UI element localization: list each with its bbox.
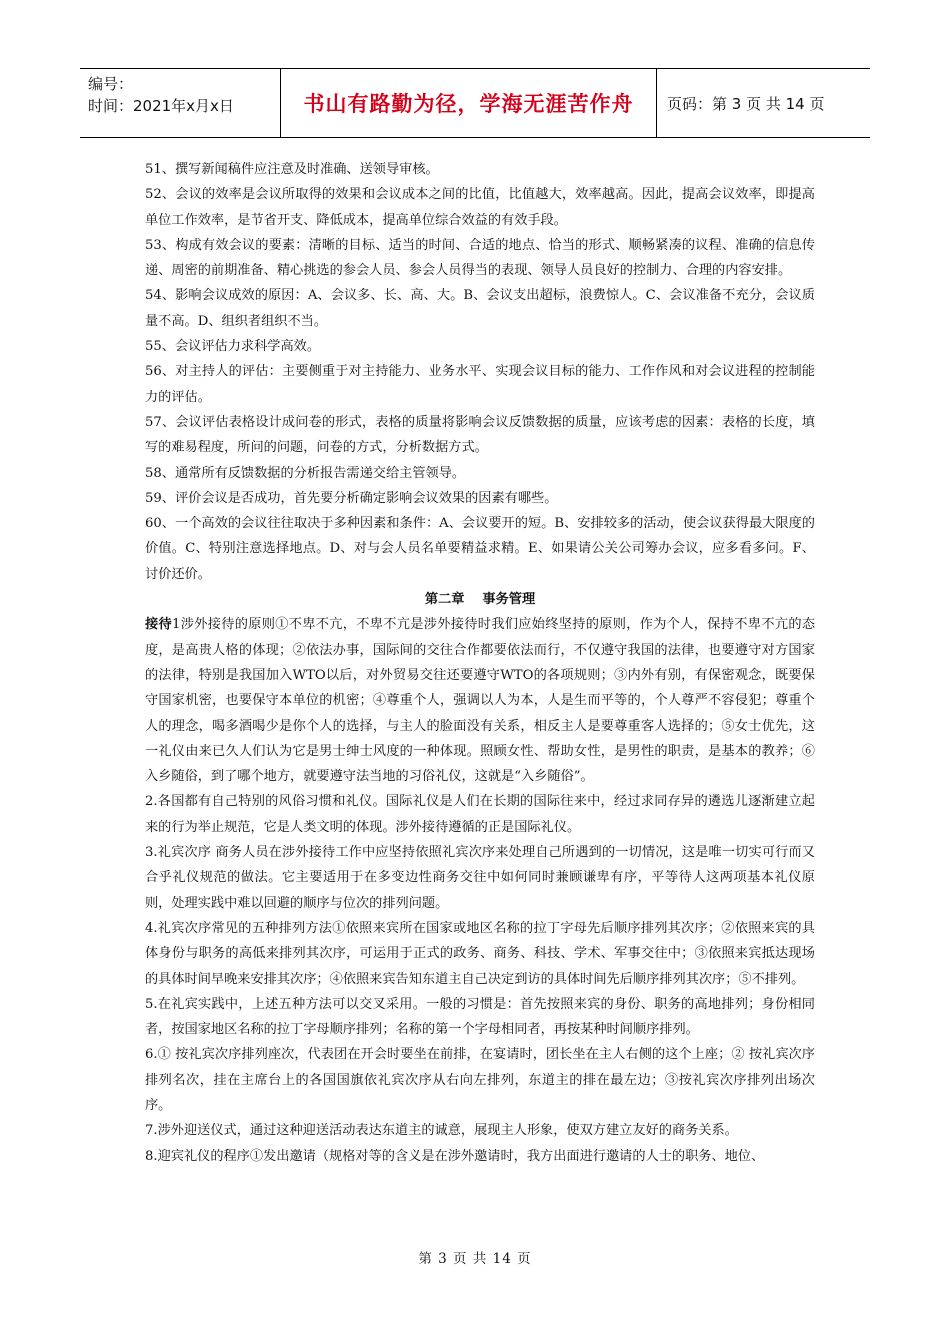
item-7: 7.涉外迎送仪式，通过这种迎送活动表达东道主的诚意，展现主人形象，使双方建立友好的商务关系。: [145, 1123, 738, 1139]
time-label: 时间：2021年x月x日: [88, 97, 234, 115]
section-lead: 接待: [145, 617, 173, 633]
document-body: [145, 157, 815, 1169]
number-label: 编号：: [88, 75, 134, 93]
page-footer: 第 3 页 共 14 页: [418, 1251, 532, 1267]
paragraph-55: 55、会议评估力求科学高效。: [145, 339, 321, 355]
item-6: 6.① 按礼宾次序排列座次，代表团在开会时要坐在前排，在宴请时，团长坐在主人右侧的这个上座；② 按礼宾次序排列名次，挂在主席台上的各国国旗依礼宾次序从右向左排列，东道主的排在最左边；③按礼宾次序排列出场次序。: [145, 1047, 815, 1113]
header-page-info: 页码：第 3 页 共 14 页: [667, 94, 825, 113]
header-motto: 书山有路勤为径，学海无涯苦作舟: [280, 69, 657, 137]
section-intro: [145, 612, 815, 789]
chapter-number: 第二章: [424, 592, 465, 608]
paragraph-54: 54、影响会议成效的原因：A、会议多、长、高、大。B、会议支出超标，浪费惊人。C、会议准备不充分，会议质量不高。D、组织者组织不当。: [145, 288, 815, 329]
paragraph-51: 51、撰写新闻稿件应注意及时准确、送领导审核。: [145, 162, 439, 177]
chapter-title: 事务管理: [482, 592, 536, 608]
paragraph-60: 60、一个高效的会议往往取决于多种因素和条件：A、会议要开的短。B、安排较多的活动，使会议获得最大限度的价值。C、特别注意选择地点。D、对与会人员名单要精益求精。E、如果请公关公司筹办会议，应多看多问。F、讨价还价。: [145, 516, 815, 582]
page-header: [80, 68, 870, 138]
paragraph-57: 57、会议评估表格设计成问卷的形式，表格的质量将影响会议反馈数据的质量，应该考虑的因素：表格的长度，填写的难易程度，所问的问题，问卷的方式，分析数据方式。: [145, 414, 815, 456]
item-2: 2.各国都有自己特别的风俗习惯和礼仪。国际礼仪是人们在长期的国际往来中，经过求同存异的遴选儿逐渐建立起来的行为举止规范，它是人类文明的体现。涉外接待遵循的正是国际礼仪。: [145, 794, 815, 835]
paragraph-52: 52、会议的效率是会议所取得的效果和会议成本之间的比值，比值越大，效率越高。因此，提高会议效率，即提高单位工作效率，是节省开支、降低成本，提高单位综合效益的有效手段。: [145, 187, 815, 228]
item-3: 3.礼宾次序 商务人员在涉外接待工作中应坚持依照礼宾次序来处理自己所遇到的一切情况，这是唯一切实可行而又合乎礼仪规范的做法。它主要适用于在多变边性商务交往中如何同时兼顾谦卑有序，平等待人这两项基本礼仪原则，处理实践中难以回避的顺序与位次的排列问题。: [145, 845, 815, 911]
paragraph-59: 59、评价会议是否成功，首先要分析确定影响会议效果的因素有哪些。: [145, 490, 558, 506]
paragraph-58: 58、通常所有反馈数据的分析报告需递交给主管领导。: [145, 465, 466, 481]
item-8: 8.迎宾礼仪的程序①发出邀请（规格对等的含义是在涉外邀请时，我方出面进行邀请的人士的职务、地位、: [145, 1148, 765, 1164]
paragraph-53: 53、构成有效会议的要素：清晰的目标、适当的时间、合适的地点、恰当的形式、顺畅紧凑的议程、准确的信息传递、周密的前期准备、精心挑选的参会人员、参会人员得当的表现、领导人员良好的控制力、合理的内容安排。: [145, 237, 815, 279]
item-4: 4.礼宾次序常见的五种排列方法①依照来宾所在国家或地区名称的拉丁字母先后顺序排列其次序；②依照来宾的具体身份与职务的高低来排列其次序，可运用于正式的政务、商务、科技、学术、军事交往中；③依照来宾抵达现场的具体时间早晚来安排其次序；④依照来宾告知东道主自己决定到访的具体时间先后顺序排列其次序；⑤不排列。: [145, 920, 815, 987]
chapter-heading: [145, 587, 815, 612]
item-5: 5.在礼宾实践中，上述五种方法可以交叉采用。一般的习惯是：首先按照来宾的身份、职务的高地排列；身份相同者，按国家地区名称的拉丁字母顺序排列；名称的第一个字母相同者，再按某种时间顺序排列。: [145, 996, 815, 1038]
section-first-text: 1涉外接待的原则①不卑不亢，不卑不亢是涉外接待时我们应始终坚持的原则，作为个人，保持不卑不亢的态度，是高贵人格的体现；②依法办事，国际间的交往合作都要依法而行，不仅遵守我国的法律，也要遵守对方国家的法律，特别是我国加入WTO以后，对外贸易交往还要遵守WTO的各项规则；③内外有别，有保密观念，既要保守国家机密，也要保守本单位的机密；④尊重个人，强调以人为本，人是生而平等的，个人尊严不容侵犯；尊重个人的理念，喝多酒喝少是你个人的选择，与主人的脸面没有关系，相反主人是要尊重客人选择的；⑤女士优先，这一礼仪由来已久人们认为它是男士绅士风度的一种体现。照顾女性、帮助女性，是男性的职责，是基本的教养；⑥入乡随俗，到了哪个地方，就要遵守法当地的习俗礼仪，这就是“入乡随俗”。: [145, 617, 816, 785]
paragraph-56: 56、对主持人的评估：主要侧重于对主持能力、业务水平、实现会议目标的能力、工作作风和对会议进程的控制能力的评估。: [145, 364, 815, 405]
header-meta: [80, 69, 280, 137]
